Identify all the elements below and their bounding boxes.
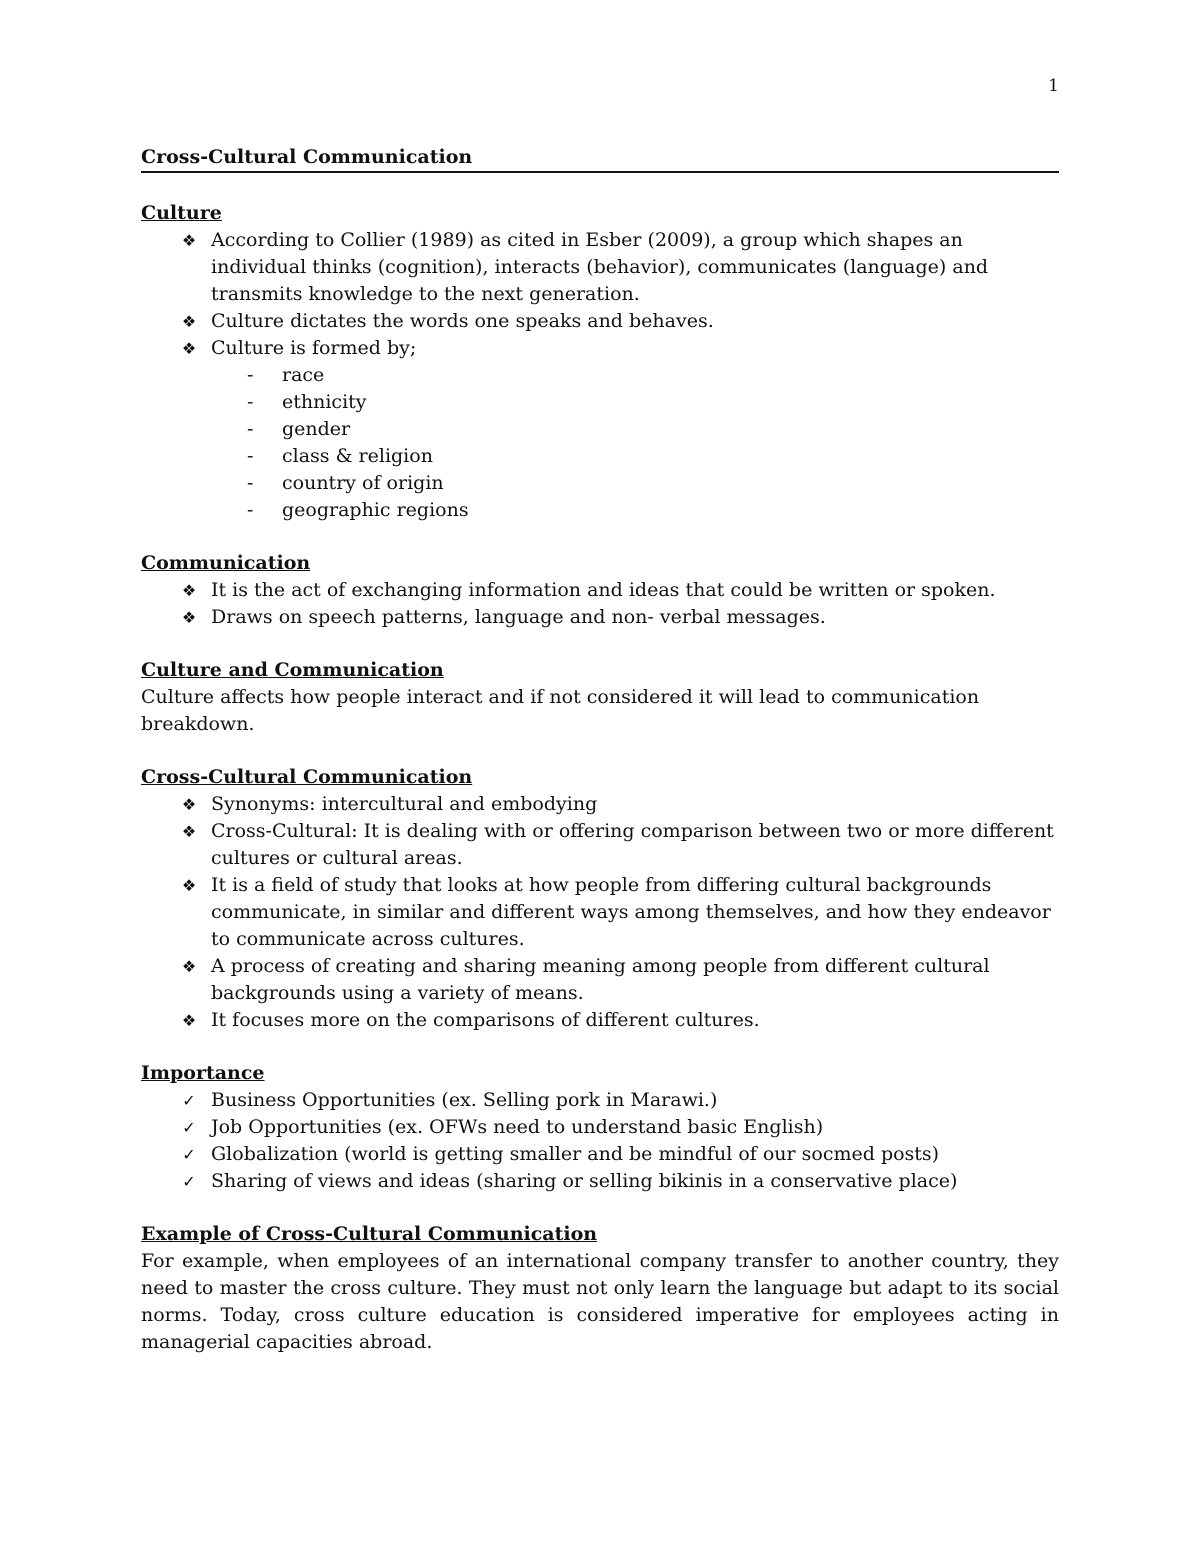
diamond-bullet-icon: ❖ (181, 876, 197, 895)
culture-and-communication-paragraph: Culture affects how people interact and if not considered it will lead to communication breakdown. (141, 686, 980, 735)
diamond-bullet-icon: ❖ (181, 795, 197, 814)
list-item: - race (141, 362, 1059, 389)
dash-marker: - (247, 418, 254, 440)
diamond-bullet-icon: ❖ (181, 1011, 197, 1030)
section-culture (141, 200, 1059, 524)
list-item: - country of origin (141, 470, 1059, 497)
checkmark-icon: ✓ (182, 1091, 196, 1110)
dash-marker: - (247, 472, 254, 494)
list-item: ❖ It is a field of study that looks at how people from differing cultural backgrounds communicate, in similar and different ways among themselves, and how they endeavor to communicate across cultures. (141, 872, 1059, 953)
dash-marker: - (247, 499, 254, 521)
list-item: ❖ Culture dictates the words one speaks and behaves. (141, 308, 1059, 335)
list-item: ❖ According to Collier (1989) as cited in Esber (2009), a group which shapes an individual thinks (cognition), interacts (behavior), communicates (language) and transmits knowledge to the next generation. (141, 227, 1059, 308)
checkmark-icon: ✓ (182, 1145, 196, 1164)
document-body (141, 144, 1059, 1356)
list-item: ❖ Synonyms: intercultural and embodying (141, 791, 1059, 818)
diamond-bullet-icon: ❖ (181, 339, 197, 358)
diamond-bullet-icon: ❖ (181, 231, 197, 250)
list-item: - ethnicity (141, 389, 1059, 416)
diamond-bullet-icon: ❖ (181, 957, 197, 976)
example-paragraph: For example, when employees of an international company transfer to another country, they need to master the cross culture. They must not only learn the language but adapt to its social norms. Today, cross culture education is considered imperative for employees acting in managerial capacities abroad. (141, 1250, 1059, 1353)
section-heading-culture: Culture (141, 202, 222, 224)
communication-bullet-list (141, 577, 1059, 631)
importance-check-list (141, 1087, 1059, 1195)
section-heading-culture-and-communication: Culture and Communication (141, 659, 444, 681)
checkmark-icon: ✓ (182, 1172, 196, 1191)
dash-marker: - (247, 445, 254, 467)
section-heading-importance: Importance (141, 1062, 265, 1084)
culture-formed-by-list (141, 362, 1059, 524)
section-culture-and-communication (141, 657, 1059, 738)
page-number: 1 (1048, 76, 1059, 96)
cross-cultural-bullet-list (141, 791, 1059, 1034)
list-item: ❖ Draws on speech patterns, language and non- verbal messages. (141, 604, 1059, 631)
section-example (141, 1221, 1059, 1356)
document-title: Cross-Cultural Communication (141, 144, 1059, 173)
dash-marker: - (247, 391, 254, 413)
list-item: ✓ Job Opportunities (ex. OFWs need to understand basic English) (141, 1114, 1059, 1141)
section-heading-cross-cultural: Cross-Cultural Communication (141, 766, 473, 788)
section-communication (141, 550, 1059, 631)
section-heading-communication: Communication (141, 552, 311, 574)
diamond-bullet-icon: ❖ (181, 822, 197, 841)
diamond-bullet-icon: ❖ (181, 608, 197, 627)
section-cross-cultural (141, 764, 1059, 1034)
list-item: ✓ Sharing of views and ideas (sharing or selling bikinis in a conservative place) (141, 1168, 1059, 1195)
list-item: ❖ Cross-Cultural: It is dealing with or offering comparison between two or more different cultures or cultural areas. (141, 818, 1059, 872)
list-item: ✓ Business Opportunities (ex. Selling pork in Marawi.) (141, 1087, 1059, 1114)
dash-marker: - (247, 364, 254, 386)
list-item: ❖ A process of creating and sharing meaning among people from different cultural backgrounds using a variety of means. (141, 953, 1059, 1007)
list-item: - class & religion (141, 443, 1059, 470)
diamond-bullet-icon: ❖ (181, 581, 197, 600)
list-item: ❖ It focuses more on the comparisons of different cultures. (141, 1007, 1059, 1034)
list-item: ✓ Globalization (world is getting smaller and be mindful of our socmed posts) (141, 1141, 1059, 1168)
section-importance (141, 1060, 1059, 1195)
diamond-bullet-icon: ❖ (181, 312, 197, 331)
list-item: ❖ Culture is formed by; (141, 335, 1059, 362)
section-heading-example: Example of Cross-Cultural Communication (141, 1223, 598, 1245)
culture-bullet-list (141, 227, 1059, 362)
list-item: - gender (141, 416, 1059, 443)
list-item: - geographic regions (141, 497, 1059, 524)
checkmark-icon: ✓ (182, 1118, 196, 1137)
list-item: ❖ It is the act of exchanging information and ideas that could be written or spoken. (141, 577, 1059, 604)
